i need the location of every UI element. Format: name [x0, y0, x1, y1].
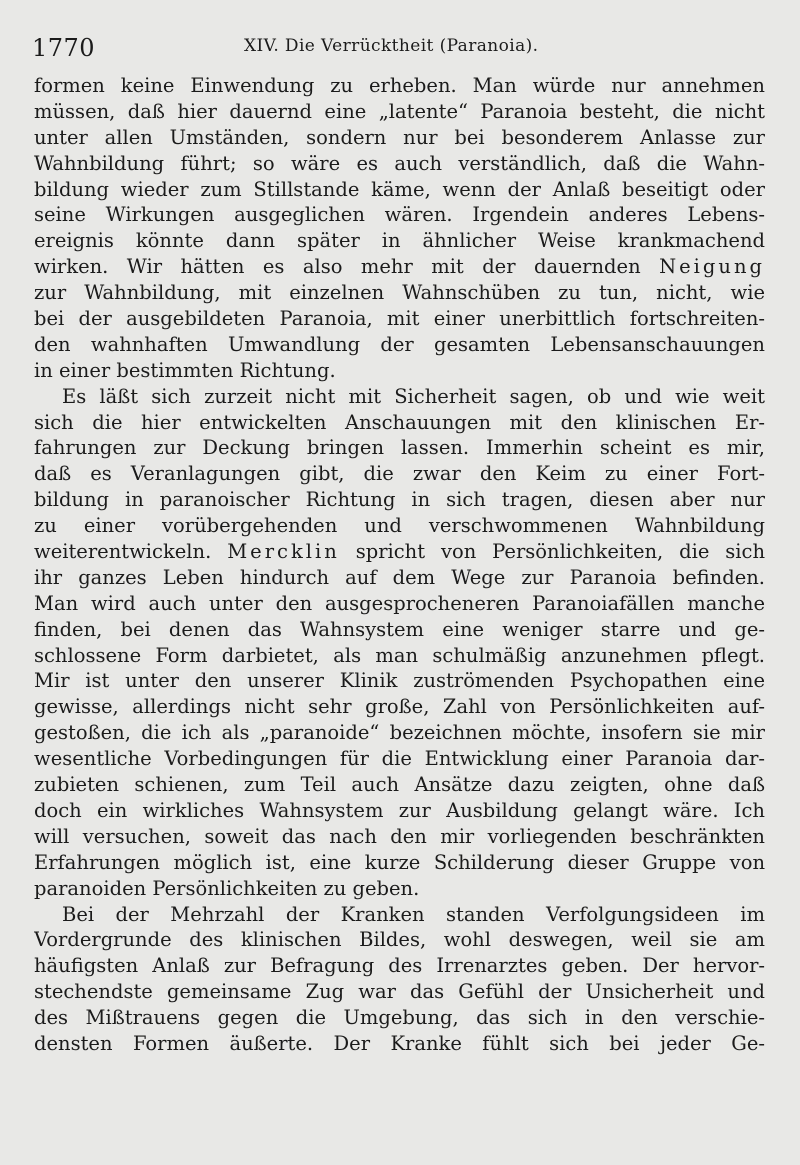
text-line: Wahnbildung führt; so wäre es auch verständlich, daß die Wahn- — [34, 151, 765, 175]
text-line: zubieten schienen, zum Teil auch Ansätze dazu zeigten, ohne daß — [34, 773, 765, 797]
text-line: sich die hier entwickelten Anschauungen mit den klinischen Er- — [34, 410, 765, 434]
text-line: fahrungen zur Deckung bringen lassen. Immerhin scheint es mir, — [34, 436, 765, 460]
text-line: des Mißtrauens gegen die Umgebung, das sich in den verschie- — [34, 1006, 765, 1030]
text-line: finden, bei denen das Wahnsystem eine weniger starre und ge- — [34, 617, 765, 641]
text-line: Vordergrunde des klinischen Bildes, wohl deswegen, weil sie am — [34, 928, 765, 952]
page-header — [0, 26, 800, 62]
text-line: Erfahrungen möglich ist, eine kurze Schilderung dieser Gruppe von — [34, 850, 765, 874]
text-line: Man wird auch unter den ausgesprocheneren Paranoiafällen manche — [34, 591, 765, 615]
text-line: wesentliche Vorbedingungen für die Entwicklung einer Paranoia dar- — [34, 747, 765, 771]
text-line: Mir ist unter den unserer Klinik zuströmenden Psychopathen eine — [34, 669, 765, 693]
text-line: unter allen Umständen, sondern nur bei besonderem Anlasse zur — [34, 125, 765, 149]
text-line: schlossene Form darbietet, als man schulmäßig anzunehmen pflegt. — [34, 643, 765, 667]
paragraph — [34, 73, 765, 384]
text-line: doch ein wirkliches Wahnsystem zur Ausbildung gelangt wäre. Ich — [34, 798, 765, 822]
text-line: Bei der Mehrzahl der Kranken standen Verfolgungsideen im — [62, 902, 765, 926]
text-line: will versuchen, soweit das nach den mir vorliegenden beschränkten — [34, 824, 765, 848]
text-line: formen keine Einwendung zu erheben. Man würde nur annehmen — [34, 74, 765, 97]
emphasized-word: Neigung — [659, 255, 765, 279]
paragraph — [34, 902, 765, 1057]
text-line: wirken. Wir hätten es also mehr mit der dauernden Neigung — [34, 255, 765, 279]
body-text — [34, 73, 765, 1057]
text-line: zu einer vorübergehenden und verschwommenen Wahnbildung — [34, 514, 765, 538]
text-line: bei der ausgebildeten Paranoia, mit einer unerbittlich fortschreiten- — [34, 307, 765, 331]
text-line: weiterentwickeln. Mercklin spricht von Persönlichkeiten, die sich — [34, 540, 765, 564]
paragraph — [34, 384, 765, 902]
text-line: ihr ganzes Leben hindurch auf dem Wege zur Paranoia befinden. — [34, 565, 765, 589]
text-line: gewisse, allerdings nicht sehr große, Zahl von Persönlichkeiten auf- — [34, 695, 765, 719]
text-line: bildung in paranoischer Richtung in sich tragen, diesen aber nur — [34, 488, 765, 512]
text-line: ereignis könnte dann später in ähnlicher Weise krankmachend — [34, 229, 765, 253]
text-line: stechendste gemeinsame Zug war das Gefühl der Unsicherheit und — [34, 980, 765, 1004]
page-number: 1770 — [32, 34, 96, 62]
text-line: seine Wirkungen ausgeglichen wären. Irgendein anderes Lebens- — [34, 203, 765, 227]
text-line: gestoßen, die ich als „paranoide“ bezeichnen möchte, insofern sie mir — [34, 721, 765, 745]
text-line: densten Formen äußerte. Der Kranke fühlt sich bei jeder Ge- — [34, 1031, 765, 1055]
text-line: Es läßt sich zurzeit nicht mit Sicherheit sagen, ob und wie weit — [62, 384, 765, 408]
text-line: müssen, daß hier dauernd eine „latente“ Paranoia besteht, die nicht — [34, 99, 765, 123]
running-head: XIV. Die Verrücktheit (Paranoia). — [244, 36, 539, 56]
text-line: in einer bestimmten Richtung. — [34, 358, 336, 382]
author-name: Mercklin — [227, 540, 340, 564]
text-line: bildung wieder zum Stillstande käme, wenn der Anlaß beseitigt oder — [34, 177, 765, 201]
text-line: daß es Veranlagungen gibt, die zwar den Keim zu einer Fort- — [34, 462, 765, 486]
text-line: häufigsten Anlaß zur Befragung des Irrenarztes geben. Der hervor- — [34, 954, 765, 978]
text-line: paranoiden Persönlichkeiten zu geben. — [34, 876, 420, 900]
text-line: zur Wahnbildung, mit einzelnen Wahnschüben zu tun, nicht, wie — [34, 281, 765, 305]
text-line: den wahnhaften Umwandlung der gesamten Lebensanschauungen — [34, 332, 765, 356]
